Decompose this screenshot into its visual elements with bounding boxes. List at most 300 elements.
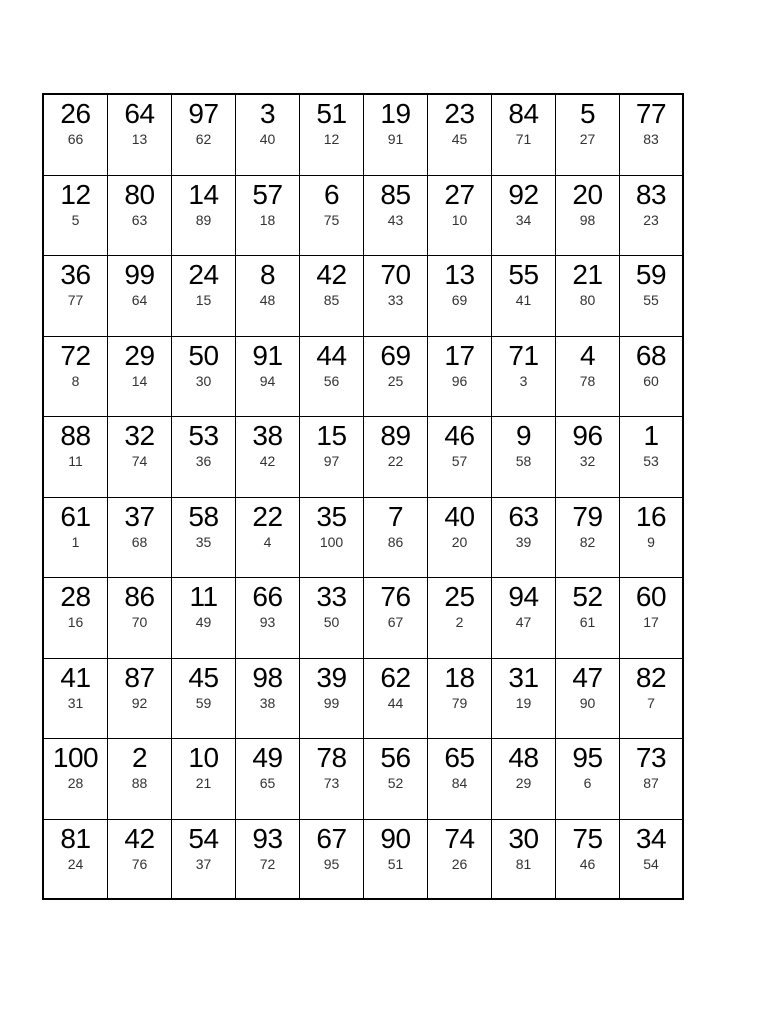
cell-primary-number: 41	[60, 661, 91, 693]
cell-secondary-number: 30	[195, 372, 212, 389]
cell-secondary-number: 46	[579, 855, 596, 872]
grid-cell	[236, 498, 300, 579]
cell-secondary-number: 2	[455, 614, 464, 630]
cell-primary-number: 16	[635, 500, 667, 532]
cell-secondary-number: 38	[259, 694, 276, 711]
cell-primary-number: 53	[188, 420, 219, 451]
cell-primary-number: 24	[188, 259, 219, 290]
grid-cell	[172, 739, 236, 820]
cell-primary-number: 91	[252, 339, 283, 371]
grid-cell	[556, 337, 620, 418]
grid-cell	[108, 578, 172, 659]
cell-primary-number: 62	[380, 661, 411, 693]
cell-primary-number: 2	[131, 742, 148, 773]
cell-primary-number: 81	[60, 822, 91, 854]
cell-primary-number: 73	[635, 742, 667, 773]
cell-secondary-number: 27	[579, 131, 596, 147]
cell-primary-number: 3	[259, 98, 276, 129]
cell-secondary-number: 7	[647, 694, 655, 711]
grid-cell	[44, 578, 108, 659]
cell-secondary-number: 32	[579, 453, 596, 469]
cell-secondary-number: 17	[643, 614, 659, 630]
cell-secondary-number: 90	[579, 694, 596, 711]
cell-primary-number: 75	[572, 822, 603, 854]
grid-cell	[44, 498, 108, 579]
cell-primary-number: 10	[188, 742, 219, 773]
grid-cell	[428, 659, 492, 740]
cell-secondary-number: 42	[259, 453, 276, 469]
grid-cell	[428, 417, 492, 498]
cell-secondary-number: 81	[515, 855, 532, 872]
cell-secondary-number: 29	[515, 775, 532, 791]
grid-cell	[236, 578, 300, 659]
cell-secondary-number: 55	[643, 292, 659, 308]
cell-primary-number: 85	[380, 178, 411, 210]
grid-cell	[364, 176, 428, 257]
grid-cell	[492, 820, 556, 901]
grid-cell	[300, 498, 364, 579]
cell-secondary-number: 65	[259, 775, 276, 791]
cell-primary-number: 42	[124, 822, 155, 854]
grid-cell	[620, 578, 684, 659]
cell-secondary-number: 94	[259, 372, 276, 389]
grid-cell	[428, 578, 492, 659]
grid-cell	[620, 739, 684, 820]
cell-primary-number: 61	[60, 500, 91, 532]
cell-secondary-number: 76	[131, 855, 148, 872]
cell-secondary-number: 31	[67, 694, 84, 711]
cell-secondary-number: 85	[323, 292, 340, 308]
cell-secondary-number: 25	[387, 372, 404, 389]
grid-cell	[108, 337, 172, 418]
cell-primary-number: 64	[124, 98, 155, 129]
grid-cell	[556, 95, 620, 176]
grid-cell	[428, 176, 492, 257]
cell-secondary-number: 40	[259, 131, 276, 147]
cell-primary-number: 56	[380, 742, 411, 773]
cell-secondary-number: 80	[579, 292, 596, 308]
cell-primary-number: 93	[252, 822, 283, 854]
cell-primary-number: 51	[316, 98, 347, 129]
grid-cell	[492, 498, 556, 579]
cell-secondary-number: 91	[387, 131, 404, 147]
grid-cell	[236, 417, 300, 498]
cell-primary-number: 65	[444, 742, 475, 773]
grid-cell	[428, 256, 492, 337]
cell-primary-number: 78	[316, 742, 347, 773]
grid-cell	[364, 337, 428, 418]
cell-secondary-number: 51	[387, 855, 404, 872]
cell-secondary-number: 64	[131, 292, 148, 308]
cell-secondary-number: 14	[131, 372, 148, 389]
cell-secondary-number: 37	[195, 855, 212, 872]
cell-secondary-number: 98	[579, 211, 596, 228]
cell-primary-number: 7	[387, 500, 404, 532]
cell-secondary-number: 34	[515, 211, 532, 228]
grid-cell	[172, 256, 236, 337]
cell-secondary-number: 95	[323, 855, 340, 872]
number-grid	[42, 93, 684, 900]
grid-cell	[620, 256, 684, 337]
cell-primary-number: 50	[188, 339, 219, 371]
cell-secondary-number: 28	[67, 775, 84, 791]
cell-secondary-number: 19	[515, 694, 532, 711]
grid-cell	[44, 176, 108, 257]
cell-secondary-number: 89	[195, 211, 212, 228]
cell-secondary-number: 58	[515, 453, 532, 469]
grid-cell	[108, 417, 172, 498]
cell-secondary-number: 5	[71, 211, 80, 228]
grid-cell	[620, 659, 684, 740]
cell-secondary-number: 45	[451, 131, 468, 147]
cell-secondary-number: 36	[195, 453, 212, 469]
cell-primary-number: 58	[188, 500, 219, 532]
grid-cell	[556, 739, 620, 820]
cell-secondary-number: 1	[71, 533, 80, 550]
cell-secondary-number: 15	[195, 292, 212, 308]
cell-primary-number: 27	[444, 178, 475, 210]
cell-primary-number: 52	[572, 581, 603, 612]
grid-cell	[556, 820, 620, 901]
cell-primary-number: 83	[635, 178, 667, 210]
cell-secondary-number: 96	[451, 372, 468, 389]
grid-cell	[172, 820, 236, 901]
cell-primary-number: 59	[635, 259, 667, 290]
cell-secondary-number: 8	[71, 372, 80, 389]
cell-secondary-number: 83	[643, 131, 659, 147]
cell-primary-number: 72	[60, 339, 91, 371]
grid-cell	[172, 337, 236, 418]
cell-primary-number: 13	[444, 259, 475, 290]
grid-cell	[492, 659, 556, 740]
cell-secondary-number: 47	[515, 614, 532, 630]
cell-secondary-number: 84	[451, 775, 468, 791]
cell-secondary-number: 13	[131, 131, 148, 147]
cell-primary-number: 8	[259, 259, 276, 290]
cell-primary-number: 9	[515, 420, 532, 451]
grid-cell	[492, 95, 556, 176]
cell-secondary-number: 67	[387, 614, 404, 630]
cell-primary-number: 95	[572, 742, 603, 773]
grid-cell	[620, 95, 684, 176]
cell-primary-number: 29	[124, 339, 155, 371]
cell-primary-number: 22	[252, 500, 283, 532]
cell-primary-number: 14	[188, 178, 219, 210]
cell-secondary-number: 100	[319, 533, 344, 550]
cell-primary-number: 25	[444, 581, 475, 612]
grid-cell	[556, 176, 620, 257]
cell-primary-number: 97	[188, 98, 219, 129]
cell-primary-number: 42	[316, 259, 347, 290]
cell-secondary-number: 11	[68, 453, 83, 469]
cell-secondary-number: 66	[67, 131, 84, 147]
grid-cell	[108, 256, 172, 337]
cell-secondary-number: 33	[387, 292, 404, 308]
cell-primary-number: 6	[323, 178, 340, 210]
grid-cell	[364, 417, 428, 498]
grid-cell	[364, 256, 428, 337]
cell-primary-number: 47	[572, 661, 603, 693]
cell-secondary-number: 93	[259, 614, 276, 630]
grid-cell	[364, 659, 428, 740]
cell-primary-number: 96	[572, 420, 603, 451]
cell-secondary-number: 6	[583, 775, 592, 791]
grid-cell	[108, 176, 172, 257]
grid-cell	[236, 820, 300, 901]
cell-primary-number: 86	[124, 581, 155, 612]
cell-primary-number: 11	[189, 581, 218, 612]
cell-primary-number: 94	[508, 581, 539, 612]
cell-secondary-number: 60	[643, 372, 659, 389]
cell-primary-number: 74	[444, 822, 475, 854]
grid-cell	[492, 417, 556, 498]
grid-cell	[492, 578, 556, 659]
cell-secondary-number: 52	[387, 775, 404, 791]
grid-cell	[300, 417, 364, 498]
cell-primary-number: 90	[380, 822, 411, 854]
cell-primary-number: 44	[316, 339, 347, 371]
grid-cell	[172, 417, 236, 498]
grid-cell	[300, 578, 364, 659]
cell-secondary-number: 10	[451, 211, 468, 228]
grid-cell	[492, 337, 556, 418]
cell-primary-number: 32	[124, 420, 155, 451]
cell-secondary-number: 4	[263, 533, 272, 550]
cell-primary-number: 5	[579, 98, 596, 129]
grid-cell	[620, 820, 684, 901]
cell-primary-number: 33	[316, 581, 347, 612]
grid-cell	[364, 820, 428, 901]
cell-secondary-number: 9	[647, 533, 655, 550]
cell-secondary-number: 35	[195, 533, 212, 550]
cell-secondary-number: 41	[515, 292, 532, 308]
cell-primary-number: 37	[124, 500, 155, 532]
cell-primary-number: 21	[572, 259, 603, 290]
cell-primary-number: 18	[444, 661, 475, 693]
grid-cell	[428, 739, 492, 820]
cell-secondary-number: 71	[515, 131, 532, 147]
cell-secondary-number: 69	[451, 292, 468, 308]
grid-cell	[620, 498, 684, 579]
grid-cell	[620, 417, 684, 498]
cell-secondary-number: 56	[323, 372, 340, 389]
cell-primary-number: 68	[635, 339, 667, 371]
grid-cell	[300, 256, 364, 337]
grid-cell	[172, 498, 236, 579]
cell-primary-number: 80	[124, 178, 155, 210]
grid-cell	[428, 820, 492, 901]
cell-secondary-number: 99	[323, 694, 340, 711]
cell-primary-number: 99	[124, 259, 155, 290]
grid-cell	[108, 498, 172, 579]
cell-secondary-number: 72	[259, 855, 276, 872]
cell-secondary-number: 20	[451, 533, 468, 550]
cell-primary-number: 30	[508, 822, 539, 854]
cell-secondary-number: 97	[323, 453, 340, 469]
cell-primary-number: 57	[252, 178, 283, 210]
grid-cell	[236, 176, 300, 257]
cell-secondary-number: 49	[195, 614, 212, 630]
cell-primary-number: 98	[252, 661, 283, 693]
cell-secondary-number: 18	[259, 211, 276, 228]
cell-primary-number: 39	[316, 661, 347, 693]
grid-cell	[556, 659, 620, 740]
grid-cell	[300, 820, 364, 901]
cell-primary-number: 82	[635, 661, 667, 693]
cell-primary-number: 17	[444, 339, 475, 371]
cell-secondary-number: 87	[643, 775, 659, 791]
grid-cell	[300, 95, 364, 176]
cell-primary-number: 55	[508, 259, 539, 290]
grid-cell	[236, 95, 300, 176]
cell-primary-number: 70	[380, 259, 411, 290]
cell-primary-number: 69	[380, 339, 411, 371]
cell-primary-number: 63	[508, 500, 539, 532]
cell-primary-number: 84	[508, 98, 539, 129]
grid-cell	[44, 739, 108, 820]
grid-cell	[172, 176, 236, 257]
cell-primary-number: 79	[572, 500, 603, 532]
grid-cell	[172, 95, 236, 176]
cell-primary-number: 34	[635, 822, 667, 854]
cell-secondary-number: 86	[387, 533, 404, 550]
cell-primary-number: 49	[252, 742, 283, 773]
grid-cell	[44, 417, 108, 498]
grid-cell	[236, 739, 300, 820]
cell-primary-number: 66	[252, 581, 283, 612]
grid-cell	[300, 659, 364, 740]
cell-secondary-number: 24	[67, 855, 84, 872]
grid-cell	[364, 498, 428, 579]
grid-cell	[172, 659, 236, 740]
grid-cell	[556, 498, 620, 579]
cell-primary-number: 45	[188, 661, 219, 693]
cell-secondary-number: 82	[579, 533, 596, 550]
cell-primary-number: 20	[572, 178, 603, 210]
cell-secondary-number: 68	[131, 533, 148, 550]
cell-secondary-number: 63	[131, 211, 148, 228]
grid-cell	[44, 95, 108, 176]
grid-cell	[428, 337, 492, 418]
grid-cell	[300, 739, 364, 820]
cell-secondary-number: 3	[519, 372, 528, 389]
grid-cell	[236, 659, 300, 740]
grid-cell	[172, 578, 236, 659]
cell-secondary-number: 50	[323, 614, 340, 630]
cell-secondary-number: 57	[451, 453, 468, 469]
cell-secondary-number: 54	[643, 855, 659, 872]
cell-primary-number: 40	[444, 500, 475, 532]
cell-primary-number: 46	[444, 420, 475, 451]
grid-cell	[428, 498, 492, 579]
grid-cell	[364, 95, 428, 176]
grid-cell	[556, 256, 620, 337]
cell-primary-number: 12	[60, 178, 91, 210]
cell-primary-number: 89	[380, 420, 411, 451]
cell-primary-number: 38	[252, 420, 283, 451]
cell-primary-number: 88	[60, 420, 91, 451]
grid-cell	[492, 176, 556, 257]
grid-cell	[236, 256, 300, 337]
cell-secondary-number: 23	[643, 211, 659, 228]
cell-secondary-number: 78	[579, 372, 596, 389]
cell-secondary-number: 59	[195, 694, 212, 711]
cell-secondary-number: 16	[67, 614, 84, 630]
grid-cell	[44, 337, 108, 418]
cell-secondary-number: 48	[259, 292, 276, 308]
grid-cell	[108, 820, 172, 901]
grid-cell	[44, 256, 108, 337]
cell-secondary-number: 70	[131, 614, 148, 630]
cell-primary-number: 26	[60, 98, 91, 129]
cell-primary-number: 54	[188, 822, 219, 854]
cell-primary-number: 67	[316, 822, 347, 854]
grid-cell	[492, 256, 556, 337]
grid-cell	[108, 659, 172, 740]
grid-cell	[620, 337, 684, 418]
cell-primary-number: 100	[52, 742, 99, 773]
cell-primary-number: 31	[508, 661, 539, 693]
grid-cell	[236, 337, 300, 418]
grid-cell	[556, 417, 620, 498]
cell-primary-number: 4	[579, 339, 596, 371]
cell-secondary-number: 75	[323, 211, 340, 228]
grid-cell	[108, 95, 172, 176]
cell-primary-number: 60	[635, 581, 667, 612]
cell-secondary-number: 43	[387, 211, 404, 228]
cell-secondary-number: 74	[131, 453, 148, 469]
cell-primary-number: 71	[508, 339, 539, 371]
cell-primary-number: 87	[124, 661, 155, 693]
cell-secondary-number: 92	[131, 694, 148, 711]
cell-primary-number: 76	[380, 581, 411, 612]
grid-cell	[300, 176, 364, 257]
grid-cell	[44, 659, 108, 740]
cell-primary-number: 92	[508, 178, 539, 210]
cell-secondary-number: 79	[451, 694, 468, 711]
cell-secondary-number: 44	[387, 694, 404, 711]
cell-primary-number: 28	[60, 581, 91, 612]
cell-secondary-number: 61	[579, 614, 596, 630]
cell-secondary-number: 39	[515, 533, 532, 550]
cell-secondary-number: 22	[387, 453, 404, 469]
cell-secondary-number: 62	[195, 131, 212, 147]
cell-secondary-number: 73	[323, 775, 340, 791]
cell-secondary-number: 77	[67, 292, 84, 308]
grid-cell	[364, 578, 428, 659]
grid-cell	[300, 337, 364, 418]
cell-secondary-number: 88	[131, 775, 148, 791]
grid-cell	[108, 739, 172, 820]
cell-primary-number: 23	[444, 98, 475, 129]
cell-primary-number: 35	[316, 500, 347, 532]
grid-cell	[620, 176, 684, 257]
cell-primary-number: 1	[643, 420, 659, 451]
grid-cell	[556, 578, 620, 659]
cell-secondary-number: 26	[451, 855, 468, 872]
cell-secondary-number: 12	[323, 131, 340, 147]
grid-cell	[44, 820, 108, 901]
cell-primary-number: 19	[380, 98, 411, 129]
grid-cell	[428, 95, 492, 176]
cell-primary-number: 77	[635, 98, 667, 129]
cell-primary-number: 48	[508, 742, 539, 773]
grid-cell	[364, 739, 428, 820]
cell-secondary-number: 21	[195, 775, 212, 791]
grid-cell	[492, 739, 556, 820]
cell-primary-number: 15	[316, 420, 347, 451]
cell-secondary-number: 53	[643, 453, 659, 469]
